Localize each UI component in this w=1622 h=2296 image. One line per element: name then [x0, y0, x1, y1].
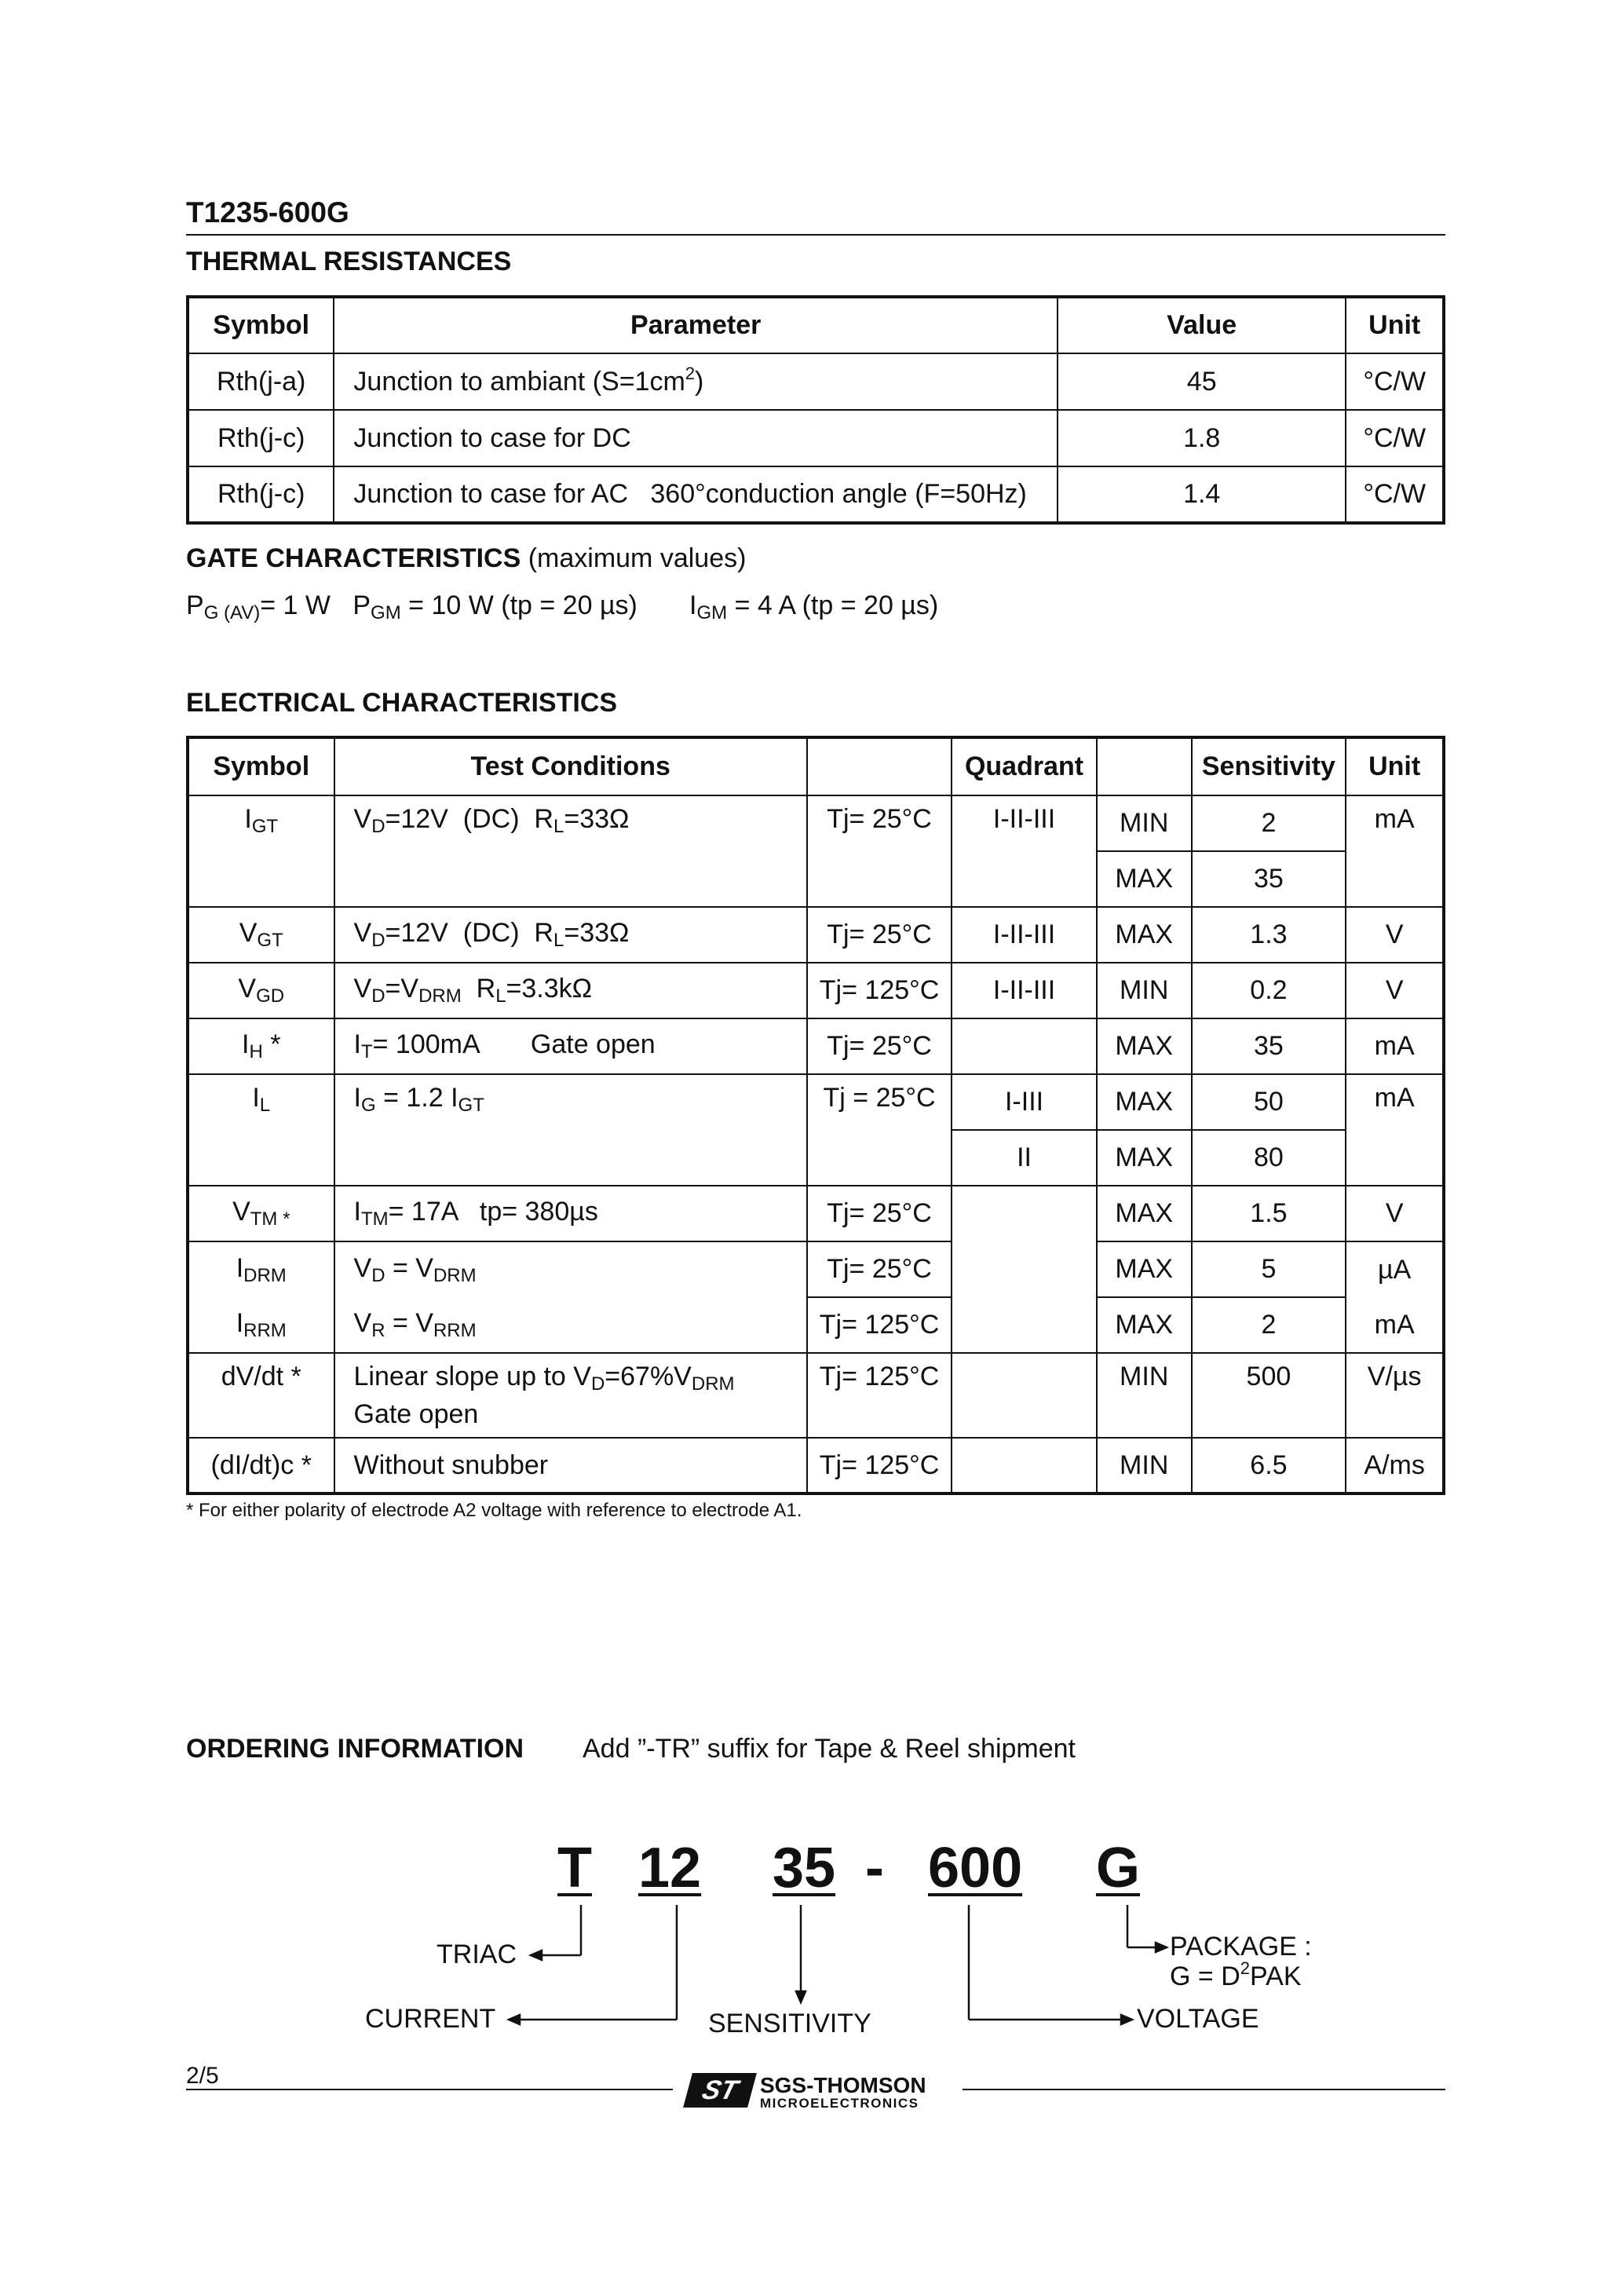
unit-idrm: µA: [1346, 1241, 1444, 1297]
cell-unit: °C/W: [1346, 353, 1444, 410]
lim-didt: MIN: [1097, 1438, 1192, 1493]
tj-ih: Tj= 25°C: [807, 1018, 952, 1074]
cell-value: 1.8: [1058, 410, 1346, 466]
quad-vgd: I-II-III: [952, 963, 1097, 1018]
code-sensitivity: 35: [773, 1837, 836, 1899]
cell-parameter: Junction to case for AC 360°conduction angle (F=50Hz): [334, 466, 1058, 523]
lim-il-2: MAX: [1097, 1130, 1192, 1186]
cell-symbol: Rth(j-c): [188, 410, 334, 466]
quad-vgt: I-II-III: [952, 907, 1097, 963]
lim-idrm: MAX: [1097, 1241, 1192, 1297]
th-test-conditions: Test Conditions: [334, 737, 807, 795]
symbol-il: $I_L$: [188, 1074, 334, 1186]
symbol-vgt: $V_{GT}$: [188, 907, 334, 963]
tj-dvdt: Tj= 125°C: [807, 1353, 952, 1438]
page-number: 2/5: [186, 2063, 219, 2089]
code-t: T: [557, 1837, 592, 1899]
th-symbol: Symbol: [188, 297, 334, 353]
th-sensitivity: Sensitivity: [1192, 737, 1346, 795]
tj-vgt: Tj= 25°C: [807, 907, 952, 963]
quad-il-2: II: [952, 1130, 1097, 1186]
val-vtm: 1.5: [1192, 1186, 1346, 1241]
ordering-title: ORDERING INFORMATION: [186, 1734, 524, 1764]
th-unit: Unit: [1346, 297, 1444, 353]
brand-name: SGS-THOMSON: [760, 2073, 926, 2097]
th-symbol: Symbol: [188, 737, 334, 795]
cond-vtm: $I_{TM}= 17A$ tp= 380µs: [334, 1186, 807, 1241]
th-quadrant: Quadrant: [952, 737, 1097, 795]
cell-symbol: Rth(j-c): [188, 466, 334, 523]
unit-il: mA: [1346, 1074, 1444, 1186]
lim-il-1: MAX: [1097, 1074, 1192, 1130]
unit-irrm: mA: [1346, 1297, 1444, 1353]
lim-irrm: MAX: [1097, 1297, 1192, 1353]
tj-igt: Tj= 25°C: [807, 795, 952, 907]
val-vgt: 1.3: [1192, 907, 1346, 963]
ordering-note: Add ”-TR” suffix for Tape & Reel shipment: [583, 1734, 1076, 1764]
quad-il-1: I-III: [952, 1074, 1097, 1130]
cond-igt: $V_D=12V$ (DC) $R_L=33\Omega$: [334, 795, 807, 907]
label-current: CURRENT: [365, 2004, 496, 2034]
unit-ih: mA: [1346, 1018, 1444, 1074]
symbol-didt: (dI/dt)c *: [188, 1438, 334, 1493]
st-logo-icon: ST: [683, 2073, 757, 2108]
lim-ih: MAX: [1097, 1018, 1192, 1074]
cond-il: $I_G = 1.2$ $I_{GT}$: [334, 1074, 807, 1186]
electrical-title: ELECTRICAL CHARACTERISTICS: [186, 688, 618, 718]
cell-value: 1.4: [1058, 466, 1346, 523]
gate-title: GATE CHARACTERISTICS (maximum values): [186, 543, 747, 573]
unit-vtm: V: [1346, 1186, 1444, 1241]
val-il-2: 80: [1192, 1130, 1346, 1186]
val-dvdt: 500: [1192, 1353, 1346, 1438]
symbol-dvdt: dV/dt *: [188, 1353, 334, 1438]
val-il-1: 50: [1192, 1074, 1346, 1130]
cond-didt: Without snubber: [334, 1438, 807, 1493]
label-triac: TRIAC: [437, 1940, 517, 1969]
val-igt-min: 2: [1192, 795, 1346, 851]
label-voltage: VOLTAGE: [1137, 2004, 1259, 2034]
val-idrm: 5: [1192, 1241, 1346, 1297]
code-voltage: 600: [928, 1837, 1023, 1899]
code-dash: -: [865, 1837, 884, 1899]
tj-vgd: Tj= 125°C: [807, 963, 952, 1018]
lim-vtm: MAX: [1097, 1186, 1192, 1241]
tj-didt: Tj= 125°C: [807, 1438, 952, 1493]
code-package: G: [1096, 1837, 1141, 1899]
code-current: 12: [638, 1837, 702, 1899]
val-didt: 6.5: [1192, 1438, 1346, 1493]
cell-symbol: Rth(j-a): [188, 353, 334, 410]
cell-value: 45: [1058, 353, 1346, 410]
footer-rule-right: [963, 2089, 1445, 2090]
lim-igt-min: MIN: [1097, 795, 1192, 851]
gate-values: $P_{G (AV)}= 1$ W $P_{GM} = 10$ W (tp = 20 µs) $I_{GM} = 4$ A (tp = 20 µs): [186, 590, 939, 623]
th-unit: Unit: [1346, 737, 1444, 795]
footer-rule-left: [186, 2089, 673, 2090]
unit-igt: mA: [1346, 795, 1444, 907]
cond-ih: $I_T= 100mA$ Gate open: [334, 1018, 807, 1074]
tj-vtm: Tj= 25°C: [807, 1186, 952, 1241]
val-ih: 35: [1192, 1018, 1346, 1074]
lim-vgt: MAX: [1097, 907, 1192, 963]
tj-idrm: Tj= 25°C: [807, 1241, 952, 1297]
symbol-ih: $I_H$ *: [188, 1018, 334, 1074]
unit-didt: A/ms: [1346, 1438, 1444, 1493]
electrical-footnote: * For either polarity of electrode A2 voltage with reference to electrode A1.: [186, 1500, 802, 1521]
val-vgd: 0.2: [1192, 963, 1346, 1018]
tj-il: Tj = 25°C: [807, 1074, 952, 1186]
unit-vgd: V: [1346, 963, 1444, 1018]
cond-dvdt: Linear slope up to $V_D=67\%V_{DRM}$ Gate open: [334, 1353, 807, 1438]
unit-dvdt: V/µs: [1346, 1353, 1444, 1438]
cond-idrm: $V_D = V_{DRM}$: [334, 1241, 807, 1297]
th-parameter: Parameter: [334, 297, 1058, 353]
label-sensitivity: SENSITIVITY: [708, 2009, 871, 2038]
cond-irrm: $V_R = V_{RRM}$: [334, 1297, 807, 1353]
brand-subtitle: MICROELECTRONICS: [760, 2096, 919, 2111]
cond-vgt: $V_D=12V$ (DC) $R_L=33\Omega$: [334, 907, 807, 963]
cell-parameter: Junction to ambiant $(S=1cm^2)$: [334, 353, 1058, 410]
quad-igt: I-II-III: [952, 795, 1097, 907]
tj-irrm: Tj= 125°C: [807, 1297, 952, 1353]
lim-dvdt: MIN: [1097, 1353, 1192, 1438]
cond-vgd: $V_D=V_{DRM}$ $R_L=3.3k\Omega$: [334, 963, 807, 1018]
cell-unit: °C/W: [1346, 466, 1444, 523]
th-value: Value: [1058, 297, 1346, 353]
val-irrm: 2: [1192, 1297, 1346, 1353]
lim-igt-max: MAX: [1097, 851, 1192, 907]
symbol-vtm: $V_{TM *}$: [188, 1186, 334, 1241]
symbol-vgd: $V_{GD}$: [188, 963, 334, 1018]
val-igt-max: 35: [1192, 851, 1346, 907]
symbol-irrm: $I_{RRM}$: [188, 1297, 334, 1353]
cell-parameter: Junction to case for DC: [334, 410, 1058, 466]
lim-vgd: MIN: [1097, 963, 1192, 1018]
cell-unit: °C/W: [1346, 410, 1444, 466]
thermal-title: THERMAL RESISTANCES: [186, 247, 512, 276]
symbol-igt: $I_{GT}$: [188, 795, 334, 907]
part-number: T1235-600G: [186, 196, 349, 229]
label-package: PACKAGE :: [1170, 1932, 1312, 1961]
unit-vgt: V: [1346, 907, 1444, 963]
symbol-idrm: $I_{DRM}$: [188, 1241, 334, 1297]
label-package-code: $G = D^2PAK$: [1170, 1958, 1302, 1991]
